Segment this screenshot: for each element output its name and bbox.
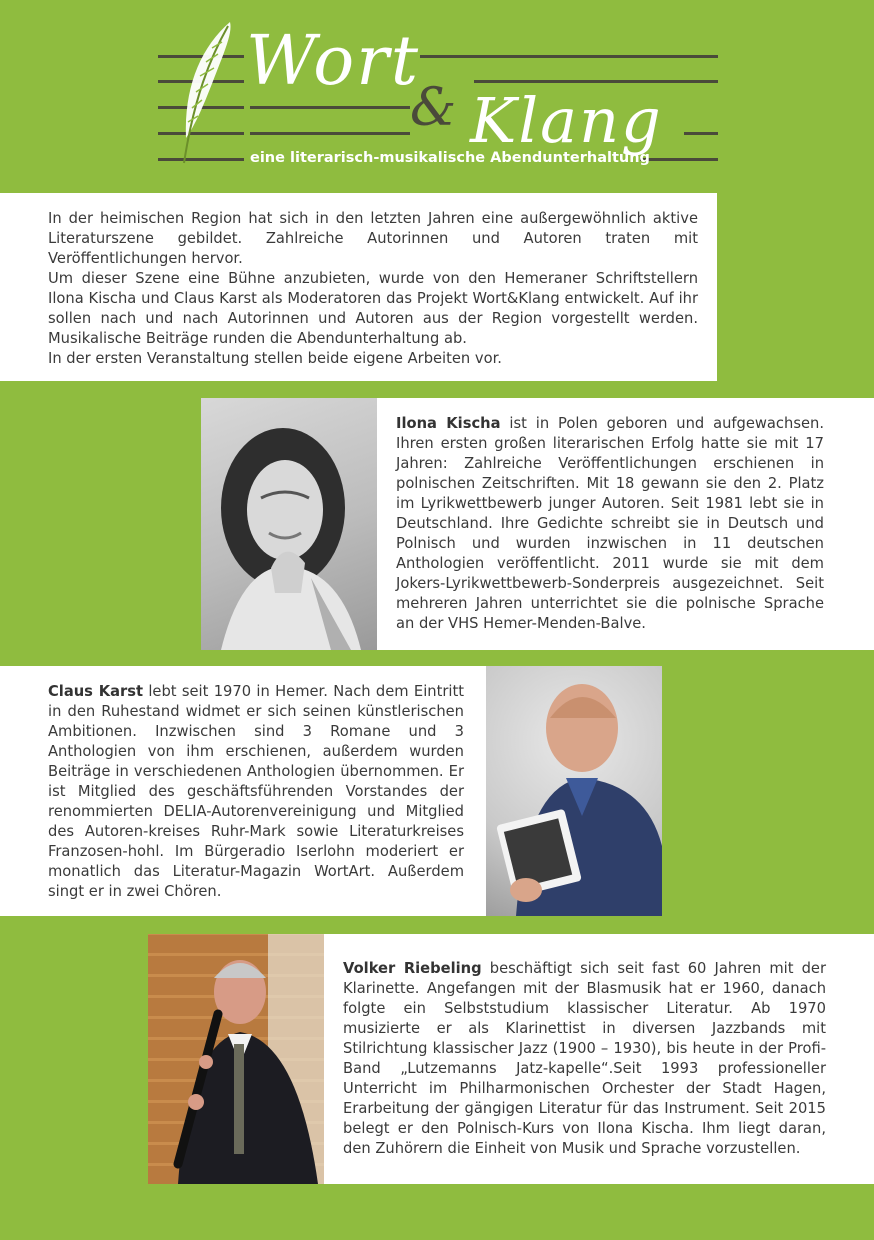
staff-line — [684, 132, 718, 135]
feather-quill-icon — [170, 18, 240, 166]
logo-word-wort: Wort — [246, 22, 421, 101]
staff-line — [474, 80, 718, 83]
logo-word-klang: Klang — [470, 84, 663, 157]
intro-text — [48, 209, 698, 369]
header-banner — [0, 0, 874, 190]
portrait-karst-photo — [486, 666, 662, 916]
bio-body-karst: lebt seit 1970 in Hemer. Nach dem Eintritt in den Ruhestand widmet er sich seinen künstlerischen Ambitionen. Inzwischen sind 3 Romane und 3 Anthologien von ihm erschienen, außerdem wurden Beiträge in verschiedenen Anthologien übernommen. Er ist Mitglied des geschäftsführenden Vorstandes der renommierten DELIA-Autorenvereinigung und Mitglied des Autoren-kreises Ruhr-Mark sowie Literaturkreises Franzosen-hohl. Im Bürgeradio Iserlohn moderiert er monatlich das Literatur-Magazin WortArt. Außerdem singt er in zwei Chören. — [48, 683, 464, 900]
subtitle: eine literarisch-musikalische Abendunterhaltung — [250, 150, 650, 166]
bio-text-riebeling — [343, 959, 826, 1159]
staff-line — [250, 106, 410, 109]
staff-line — [420, 55, 718, 58]
bio-body-kischa: ist in Polen geboren und aufgewachsen. Ihren ersten großen literarischen Erfolg hatte sie mit 17 Jahren: Zahlreiche Veröffentlichungen erschienen in polnischen Zeitschriften. Mit 18 gewann sie den 2. Platz im Lyrikwettbewerb junger Autoren. Seit 1981 lebt sie in Deutschland. Ihre Gedichte schreibt sie in Deutsch und Polnisch und wurden inzwischen in 11 deutschen Anthologien veröffentlicht. 2011 wurde sie mit dem Jokers-Lyrikwettbewerb-Sonderpreis ausgezeichnet. Seit mehreren Jahren unterrichtet sie die polnische Sprache an der VHS Hemer-Menden-Balve. — [396, 415, 824, 632]
portrait-kischa-photo — [201, 398, 377, 650]
bio-body-riebeling: beschäftigt sich seit fast 60 Jahren mit der Klarinette. Angefangen mit der Blasmusik hat er 1960, danach folgte ein Selbststudium klassischer Literatur. Ab 1970 musizierte er als Klarinettist in diversen Jazzbands mit Stilrichtung klassischer Jazz (1900 – 1930), bis heute in der Profi-Band „Lutzemanns Jatz-kapelle“.Seit 1993 professioneller Unterricht im Philharmonischen Orchester der Stadt Hagen, Erarbeitung der gängigen Literatur für das Instrument. Seit 2015 belegt er den Polnisch-Kurs von Ilona Kischa. Ihm liegt daran, den Zuhörern die Einheit von Musik und Sprache vorzustellen. — [343, 960, 826, 1157]
clarinet-player-photo — [148, 934, 324, 1184]
bio-name-karst: Claus Karst — [48, 683, 143, 700]
staff-line — [250, 132, 410, 135]
logo-ampersand: & — [410, 78, 457, 138]
bio-text-kischa — [396, 414, 824, 634]
intro-panel — [0, 193, 717, 381]
intro-paragraph: In der ersten Veranstaltung stellen beide eigene Arbeiten vor. — [48, 350, 502, 367]
bio-text-karst — [48, 682, 464, 902]
bio-name-kischa: Ilona Kischa — [396, 415, 501, 432]
intro-paragraph: Um dieser Szene eine Bühne anzubieten, wurde von den Hemeraner Schriftstellern Ilona Kischa und Claus Karst als Moderatoren das Projekt Wort&Klang entwickelt. Auf ihr sollen nach und nach Autorinnen und Autoren aus der Region vorgestellt werden. Musikalische Beiträge runden die Abendunterhaltung ab. — [48, 270, 698, 347]
intro-paragraph: In der heimischen Region hat sich in den letzten Jahren eine außergewöhnlich aktive Literaturszene gebildet. Zahlreiche Autorinnen und Autoren traten mit Veröffentlichungen hervor. — [48, 210, 698, 267]
staff-line — [640, 158, 718, 161]
bio-name-riebeling: Volker Riebeling — [343, 960, 482, 977]
